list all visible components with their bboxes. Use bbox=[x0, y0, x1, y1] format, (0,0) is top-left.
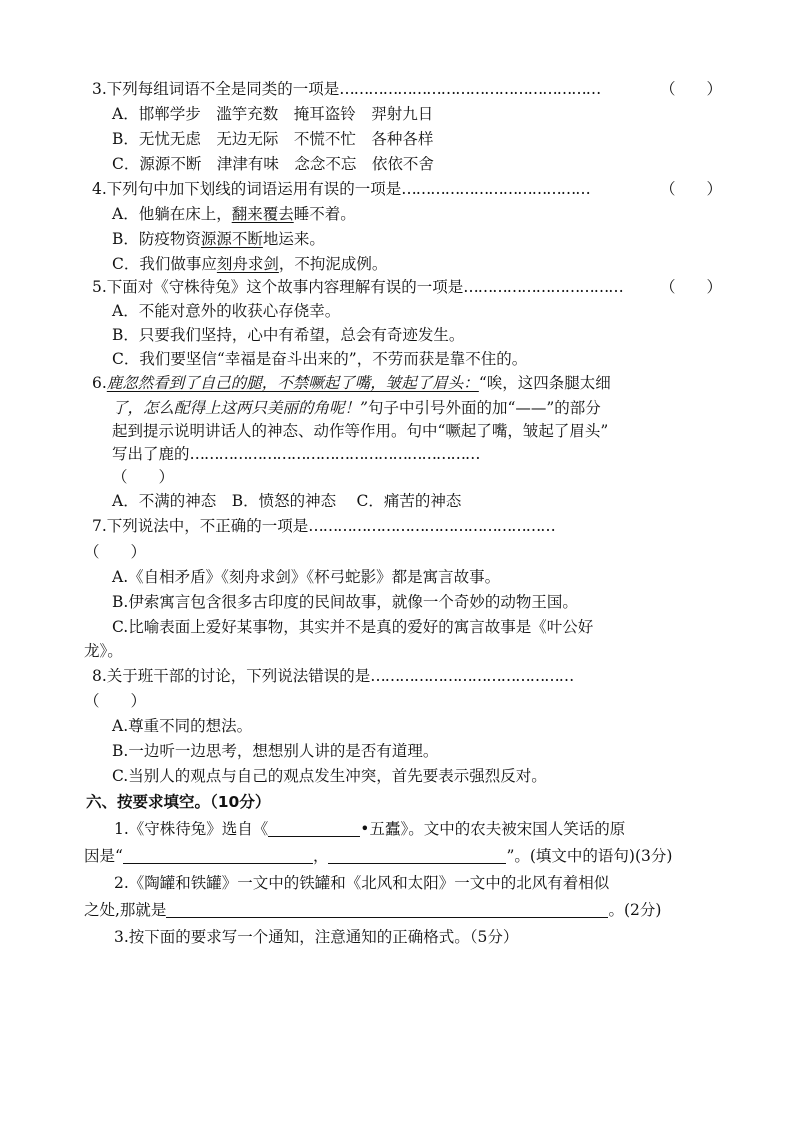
fill-item-2-line-1: 2.《陶罐和铁罐》一文中的铁罐和《北风和太阳》一文中的北风有着相似 bbox=[114, 874, 610, 892]
fill-item-3: 3.按下面的要求写一个通知，注意通知的正确格式。（5分） bbox=[114, 928, 519, 946]
q7-option-c-continued: 龙》。 bbox=[84, 642, 123, 660]
q4-option-c: C．我们做事应刻舟求剑，不拘泥成例。 bbox=[112, 255, 388, 273]
q4-underlined-word-a: 翻来覆去 bbox=[231, 205, 294, 223]
q6-line-2: 了，怎么配得上这两只美丽的角呢！”句子中引号外面的加“——”的部分 bbox=[112, 399, 601, 417]
q5-stem: 5.下面对《守株待兔》这个故事内容理解有误的一项是…………………………… bbox=[92, 278, 623, 296]
q4-underlined-word-c: 刻舟求剑 bbox=[216, 255, 279, 273]
q3-option-c: C．源源不断 津津有味 念念不忘 依依不舍 bbox=[112, 155, 434, 173]
fill-item-1-line-2: 因是“ ， ”。(填文中的语句)(3分) bbox=[84, 847, 673, 865]
q7-option-c: C.比喻表面上爱好某事物，其实并不是真的爱好的寓言故事是《叶公好 bbox=[112, 618, 594, 636]
fill-item-1-line-1: 1.《守株待兔》选自《 •五蠹》。文中的农夫被宋国人笑话的原 bbox=[114, 820, 626, 838]
q8-option-a: A.尊重不同的想法。 bbox=[112, 717, 253, 735]
q6-line-4: 写出了鹿的…………………………………………………… bbox=[112, 445, 480, 463]
q6-quoted-dash-part: 鹿忽然看到了自己的腿，不禁噘起了嘴，皱起了眉头： bbox=[106, 374, 479, 392]
q6-options: A．不满的神态 B．愤怒的神态 C．痛苦的神态 bbox=[112, 492, 462, 510]
fill-blank-similarity[interactable] bbox=[166, 901, 608, 918]
q5-option-a: A．不能对意外的收获心存侥幸。 bbox=[112, 302, 341, 320]
q5-answer-paren[interactable]: （ ） bbox=[659, 278, 722, 296]
q8-option-c: C.当别人的观点与自己的观点发生冲突，首先要表示强烈反对。 bbox=[112, 767, 547, 785]
fill-item-2-line-2: 之处,那就是 。(2分) bbox=[84, 901, 662, 919]
q6-line-1: 6.鹿忽然看到了自己的腿，不禁噘起了嘴，皱起了眉头：“唉，这四条腿太细 bbox=[92, 374, 611, 392]
q3-option-b: B．无忧无虑 无边无际 不慌不忙 各种各样 bbox=[112, 130, 434, 148]
q8-answer-paren[interactable]: （ ） bbox=[84, 692, 147, 710]
q5-option-b: B．只要我们坚持，心中有希望，总会有奇迹发生。 bbox=[112, 326, 465, 344]
q4-answer-paren[interactable]: （ ） bbox=[659, 180, 722, 198]
q4-option-a: A．他躺在床上，翻来覆去睡不着。 bbox=[112, 205, 356, 223]
q3-stem: 3.下列每组词语不全是同类的一项是……………………………………………… bbox=[92, 80, 601, 98]
q7-option-b: B.伊索寓言包含很多古印度的民间故事，就像一个奇妙的动物王国。 bbox=[112, 593, 578, 611]
q7-option-a: A.《自相矛盾》《刻舟求剑》《杯弓蛇影》都是寓言故事。 bbox=[112, 568, 501, 586]
fill-blank-reason-1[interactable] bbox=[123, 847, 313, 864]
fill-blank-reason-2[interactable] bbox=[328, 847, 506, 864]
section-6-title: 六、按要求填空。（10分） bbox=[86, 793, 271, 811]
q5-option-c: C．我们要坚信“幸福是奋斗出来的”，不劳而获是靠不住的。 bbox=[112, 350, 528, 368]
fill-blank-book-name[interactable] bbox=[268, 820, 360, 837]
q4-stem: 4.下列句中加下划线的词语运用有误的一项是………………………………… bbox=[92, 180, 590, 198]
q4-option-b: B．防疫物资源源不断地运来。 bbox=[112, 230, 325, 248]
q8-stem: 8.关于班干部的讨论，下列说法错误的是…………………………………… bbox=[92, 667, 574, 685]
q8-option-b: B.一边听一边思考，想想别人讲的是否有道理。 bbox=[112, 742, 439, 760]
q4-underlined-word-b: 源源不断 bbox=[200, 230, 263, 248]
q7-stem: 7.下列说法中，不正确的一项是…………………………………………… bbox=[92, 517, 555, 535]
q3-answer-paren[interactable]: （ ） bbox=[659, 80, 722, 98]
q3-option-a: A．邯郸学步 滥竽充数 掩耳盗铃 羿射九日 bbox=[112, 105, 434, 123]
q6-answer-paren[interactable]: （ ） bbox=[112, 468, 175, 486]
q6-line-3: 起到提示说明讲话人的神态、动作等作用。句中“噘起了嘴，皱起了眉头” bbox=[112, 422, 609, 440]
q7-answer-paren[interactable]: （ ） bbox=[84, 543, 147, 561]
